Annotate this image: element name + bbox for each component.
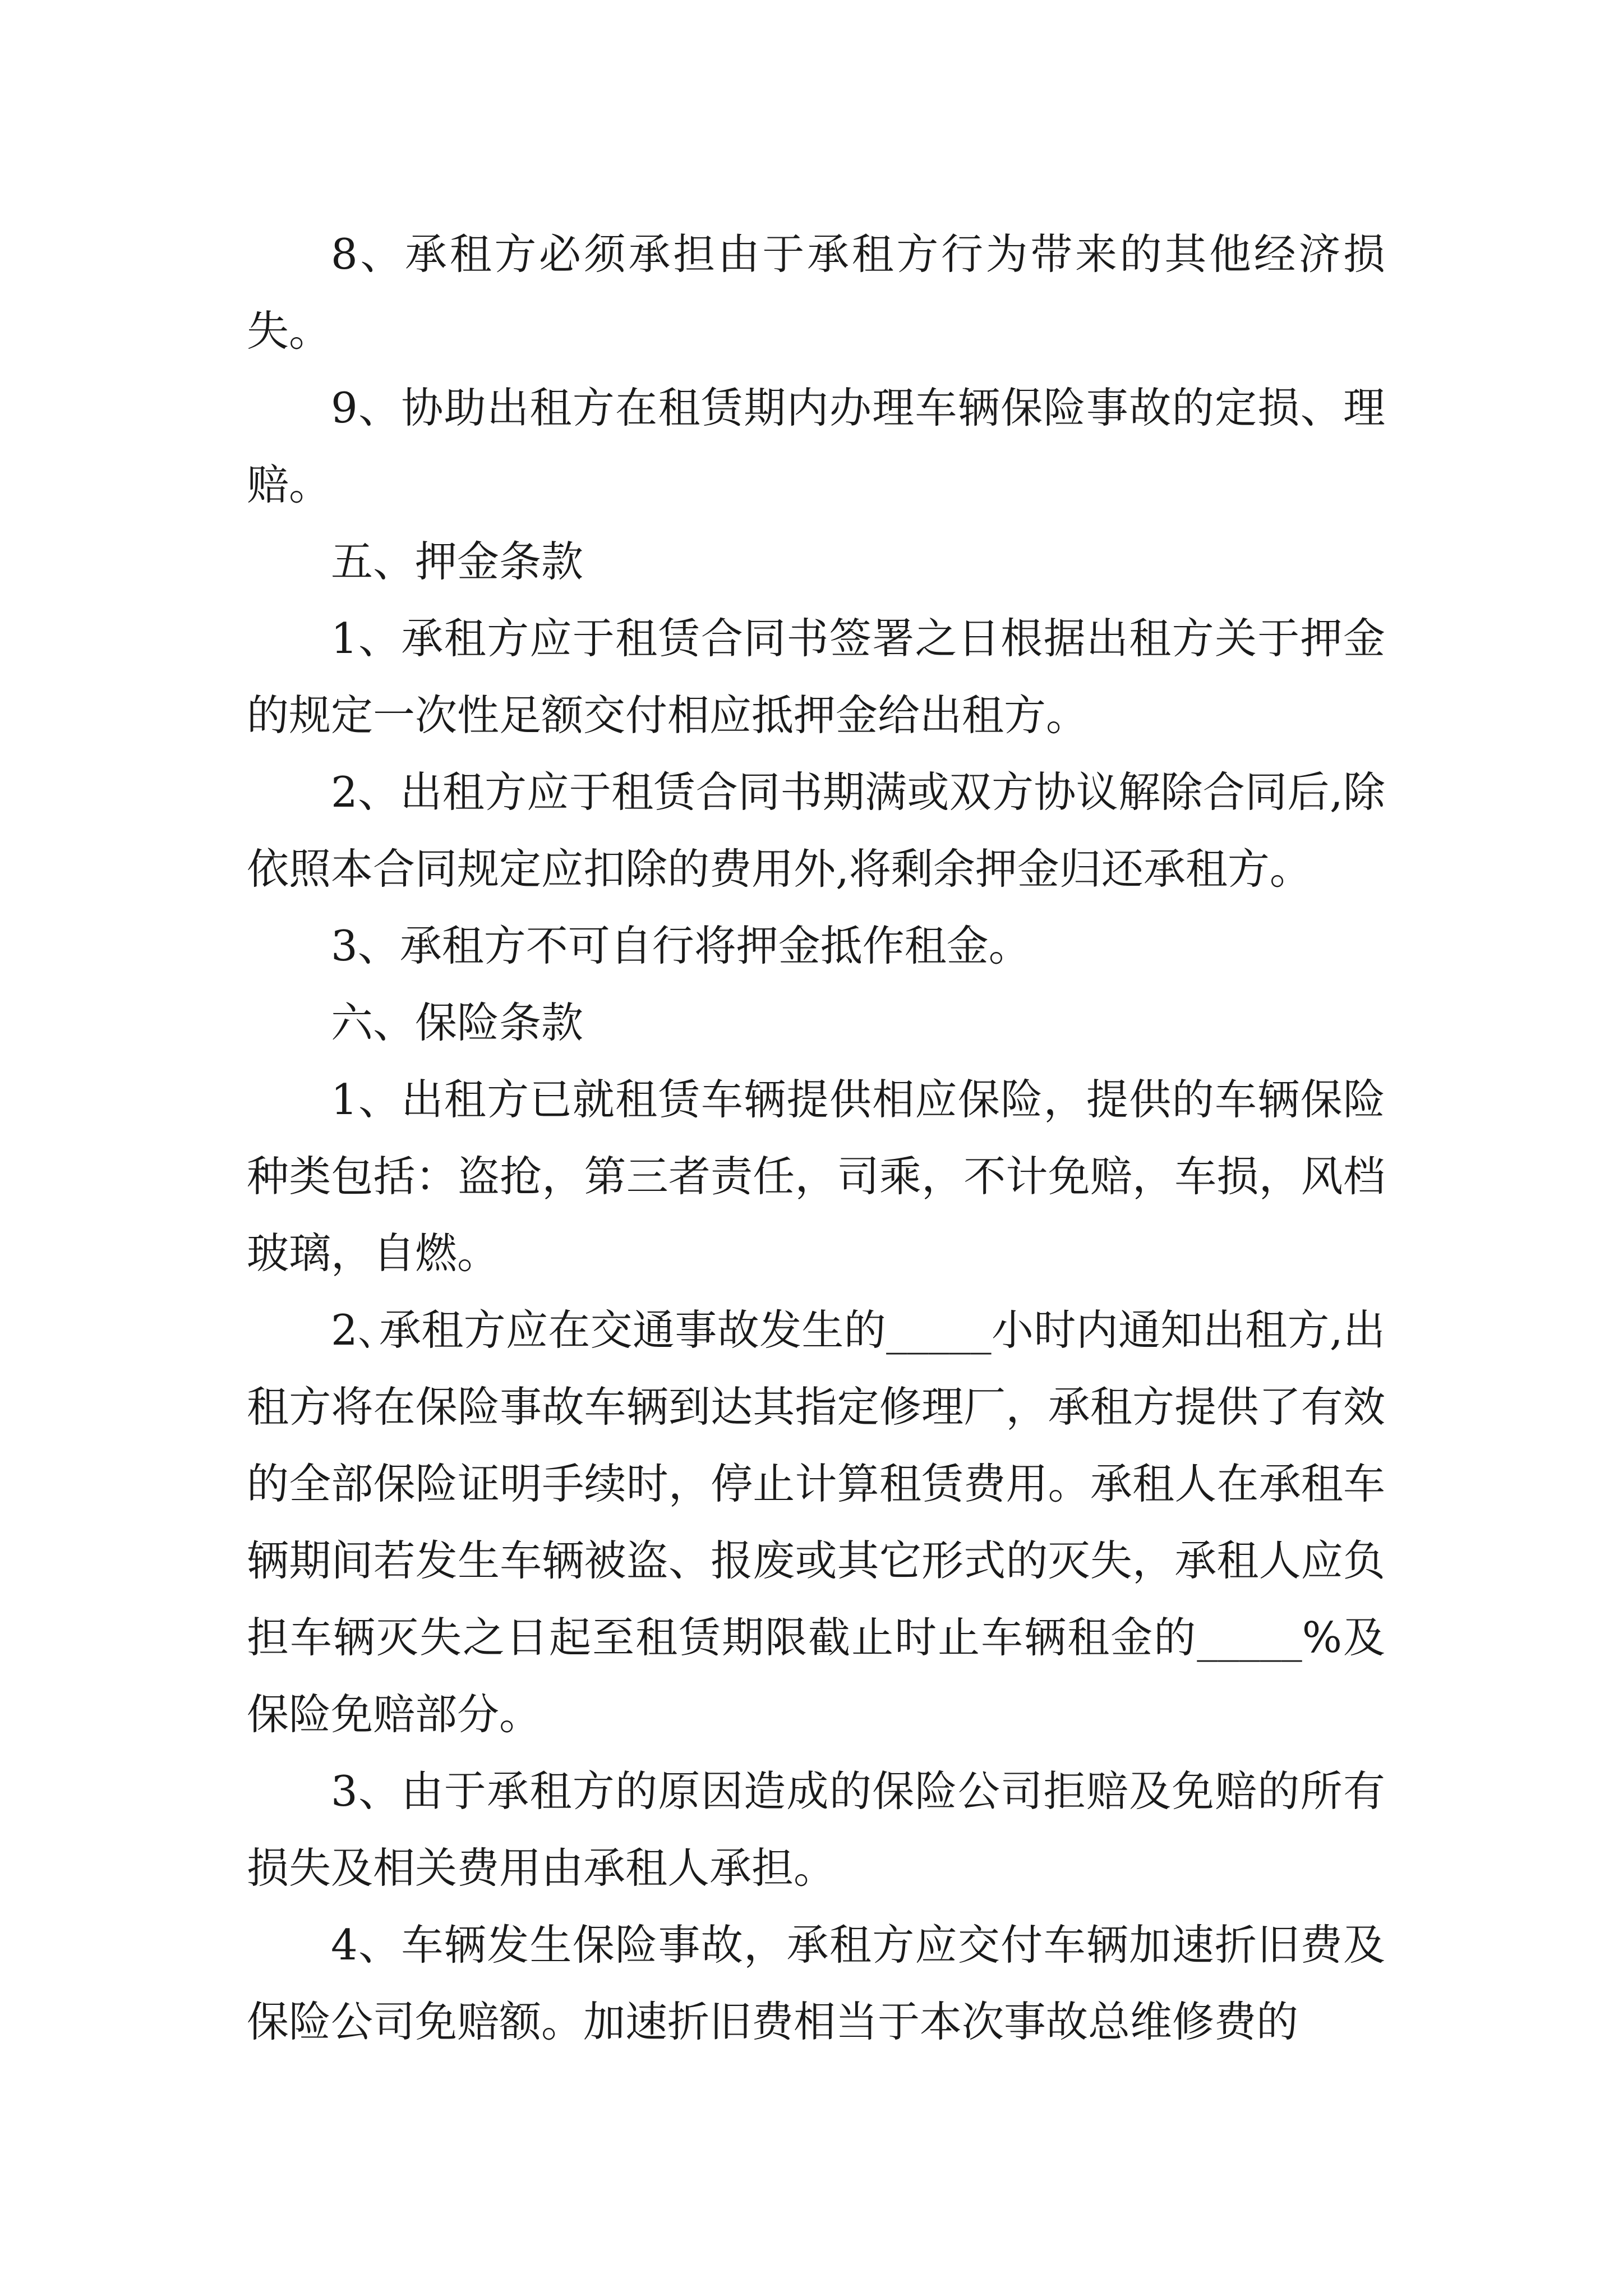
section-heading-insurance: 六、保险条款 xyxy=(331,998,584,1047)
paragraph-clause-8: 8、承租方必须承担由于承租方行为带来的其他经济损失。 xyxy=(247,229,1385,356)
paragraph-insurance-1: 1、出租方已就租赁车辆提供相应保险，提供的车辆保险种类包括：盗抢，第三者责任，司乘，不计免赔，车损，风档玻璃，自燃。 xyxy=(247,1075,1385,1278)
paragraph-deposit-2: 2、出租方应于租赁合同书期满或双方协议解除合同后,除依照本合同规定应扣除的费用外,将剩余押金归还承租方。 xyxy=(247,767,1385,894)
paragraph-deposit-1: 1、承租方应于租赁合同书签署之日根据出租方关于押金的规定一次性足额交付相应抵押金给出租方。 xyxy=(247,614,1385,740)
paragraph-insurance-4: 4、车辆发生保险事故，承租方应交付车辆加速折旧费及保险公司免赔额。加速折旧费相当于本次事故总维修费的 xyxy=(247,1920,1385,2046)
paragraph-insurance-3: 3、由于承租方的原因造成的保险公司拒赔及免赔的所有损失及相关费用由承租人承担。 xyxy=(247,1766,1385,1893)
paragraph-clause-9: 9、协助出租方在租赁期内办理车辆保险事故的定损、理赔。 xyxy=(247,383,1385,509)
paragraph-insurance-2: 2､承租方应在交通事故发生的_____小时内通知出租方,出租方将在保险事故车辆到达其指定修理厂，承租方提供了有效的全部保险证明手续时，停止计算租赁费用。承租人在承租车辆期间若发生车辆被盗、报废或其它形式的灭失，承租人应负担车辆灭失之日起至租赁期限截止时止车辆租金的_____%及保险免赔部分。 xyxy=(247,1305,1385,1739)
document-page xyxy=(247,216,1385,2060)
section-heading-deposit: 五、押金条款 xyxy=(331,537,584,586)
paragraph-deposit-3: 3、承租方不可自行将押金抵作租金。 xyxy=(331,921,1031,970)
